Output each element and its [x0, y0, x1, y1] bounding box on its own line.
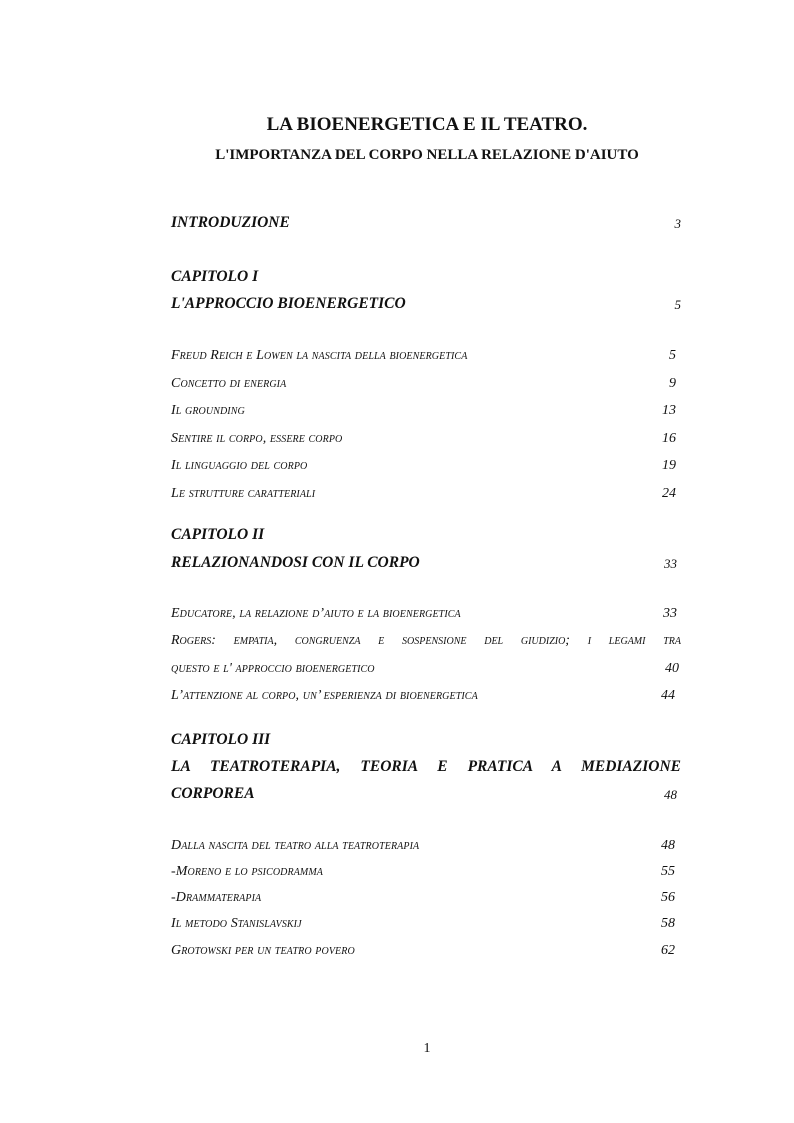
- toc-entry-label: L’attenzione al corpo, un’ esperienza di bioenergetica: [171, 688, 478, 703]
- toc-entry-label: Il grounding: [171, 403, 245, 418]
- toc-entry-page: 5: [669, 348, 676, 363]
- toc-entry-label: Freud Reich e Lowen la nascita della bioenergetica: [171, 348, 468, 363]
- chapter3-heading: CAPITOLO III: [171, 731, 271, 748]
- chapter1-heading: CAPITOLO I: [171, 268, 259, 285]
- toc-chapter1-heading: [171, 268, 681, 290]
- toc-entry-page: 62: [661, 943, 675, 958]
- toc-entry-page: 44: [661, 688, 675, 703]
- toc-entry: [171, 431, 676, 453]
- toc-chapter2-heading: [171, 526, 681, 548]
- chapter1-title: L'APPROCCIO BIOENERGETICO: [171, 295, 406, 312]
- chapter3-page: 48: [664, 787, 677, 802]
- toc-entry: [171, 661, 679, 683]
- toc-entry: [171, 916, 675, 938]
- toc-entry-label: Dalla nascita del teatro alla teatroterapia: [171, 838, 420, 853]
- chapter2-title: RELAZIONANDOSI CON IL CORPO: [171, 554, 420, 571]
- toc-entry-page: 48: [661, 838, 675, 853]
- toc-entry-label: Il linguaggio del corpo: [171, 458, 308, 473]
- toc-entry-label: Il metodo Stanislavskij: [171, 916, 302, 931]
- toc-entry-label: questo e l' approccio bioenergetico: [171, 661, 375, 676]
- toc-entry-page: 24: [662, 486, 676, 501]
- chapter3-title-line2: CORPOREA: [171, 785, 255, 802]
- toc-entry-label: Sentire il corpo, essere corpo: [171, 431, 343, 446]
- toc-entry-page: 16: [662, 431, 676, 446]
- toc-entry-label: Le strutture caratteriali: [171, 486, 316, 501]
- toc-entry-page: 9: [669, 376, 676, 391]
- toc-chapter2-title: [171, 554, 677, 576]
- toc-entry: [171, 838, 675, 860]
- toc-entry-label: Grotowski per un teatro povero: [171, 943, 355, 958]
- toc-entry-label: Concetto di energia: [171, 376, 287, 391]
- toc-entry-label: -Moreno e lo psicodramma: [171, 864, 323, 879]
- toc-entry-page: 33: [663, 606, 677, 621]
- toc-entry-page: 40: [665, 661, 679, 676]
- toc-intro: [171, 214, 681, 236]
- toc-entry-page: 55: [661, 864, 675, 879]
- toc-entry: [171, 486, 676, 508]
- chapter1-page: 5: [674, 297, 681, 312]
- toc-intro-page: 3: [674, 216, 681, 231]
- toc-entry: [171, 864, 675, 886]
- toc-entry: [171, 403, 676, 425]
- toc-entry: [171, 943, 675, 965]
- chapter3-title-line1: LA TEATROTERAPIA, TEORIA E PRATICA A MEDIAZIONE: [171, 758, 681, 775]
- toc-entry-page: 13: [662, 403, 676, 418]
- chapter2-heading: CAPITOLO II: [171, 526, 265, 543]
- page-number: 1: [423, 1041, 431, 1056]
- toc-entry: [171, 606, 677, 628]
- toc-entry-label: -Drammaterapia: [171, 890, 262, 905]
- toc-chapter1-title: [171, 295, 681, 317]
- document-title: LA BIOENERGETICA E IL TEATRO.: [266, 114, 588, 135]
- toc-entry: [171, 376, 676, 398]
- toc-intro-label: INTRODUZIONE: [171, 214, 290, 231]
- chapter2-page: 33: [664, 556, 677, 571]
- toc-chapter3-title: [171, 785, 677, 807]
- toc-entry-page: 19: [662, 458, 676, 473]
- toc-entry-label: Educatore, la relazione d’aiuto e la bioenergetica: [171, 606, 461, 621]
- toc-entry: [171, 458, 676, 480]
- document-subtitle: L'IMPORTANZA DEL CORPO NELLA RELAZIONE D'AIUTO: [215, 147, 639, 163]
- toc-entry-page: 58: [661, 916, 675, 931]
- toc-chapter3-heading: [171, 731, 681, 753]
- toc-entry: [171, 348, 676, 370]
- toc-entry: [171, 890, 675, 912]
- toc-entry-line: Rogers: empatia, congruenza e sospensione del giudizio; i legami tra: [171, 633, 681, 648]
- toc-entry: [171, 688, 675, 710]
- toc-entry-page: 56: [661, 890, 675, 905]
